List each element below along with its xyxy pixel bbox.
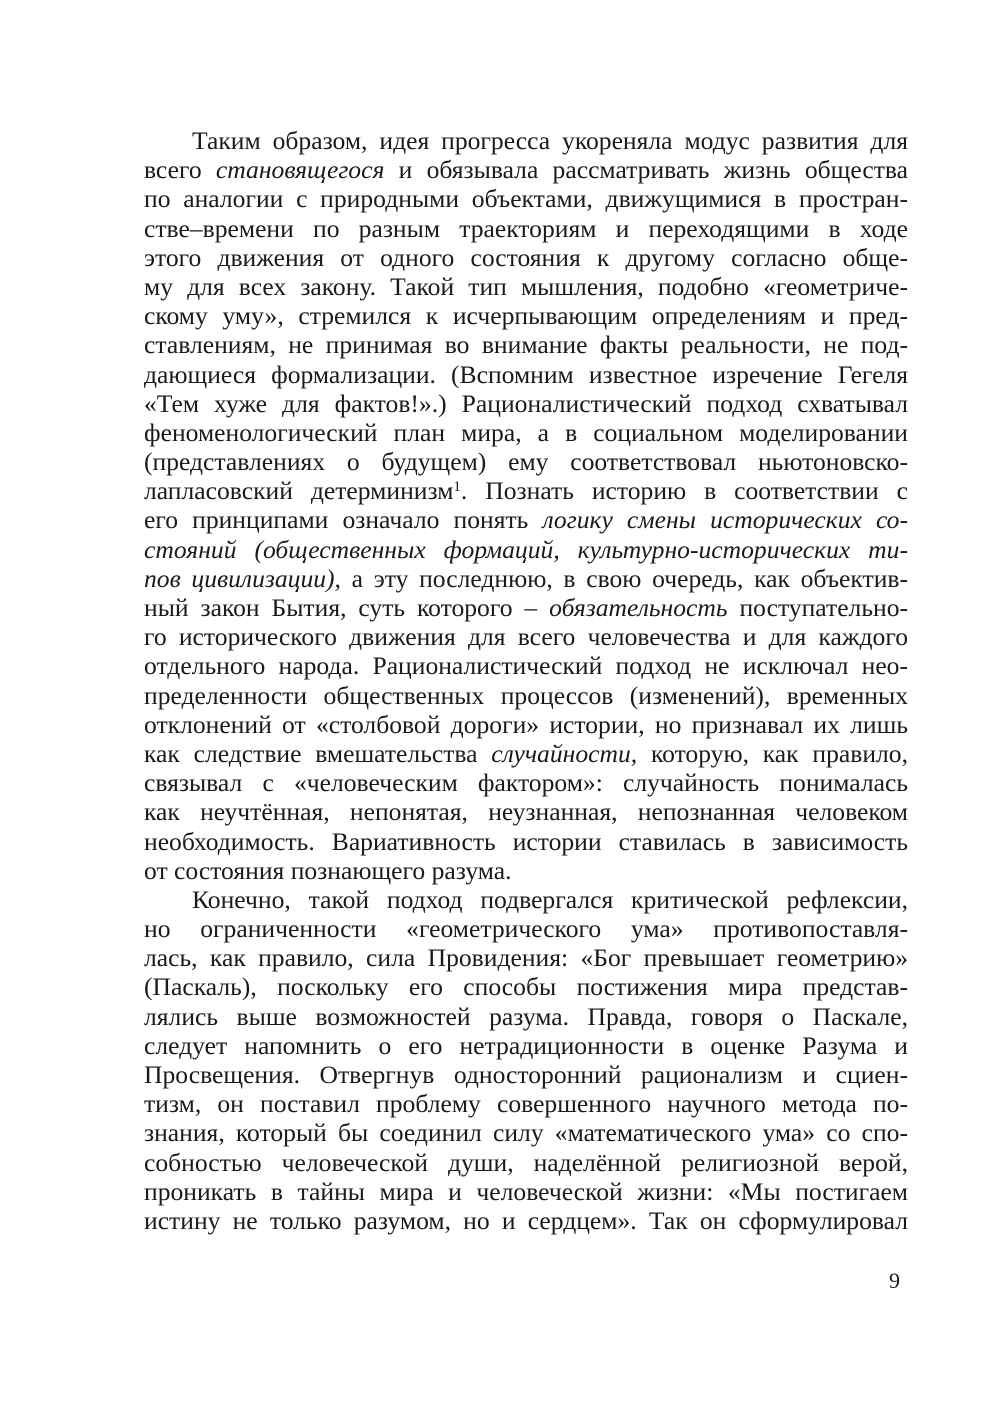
text-line: как неучтённая, непонятая, неузнанная, непознанная человеком xyxy=(144,797,908,827)
text-line: знания, который бы соединил силу «математического ума» со спо- xyxy=(144,1118,908,1148)
text-line: феноменологический план мира, а в социальном моделировании xyxy=(144,417,908,447)
text-line: дающиеся формализации. (Вспомним известное изречение Гегеля xyxy=(144,359,908,389)
text-line: отклонений от «столбовой дороги» истории, но признавал их лишь xyxy=(144,709,908,739)
text-line: го исторического движения для всего человечества и для каждого xyxy=(144,622,908,652)
text-line: проникать в тайны мира и человеческой жизни: «Мы постигаем xyxy=(144,1176,908,1206)
body-text xyxy=(144,126,908,1235)
page-number: 9 xyxy=(889,1268,900,1293)
text-line: скому уму», стремился к исчерпывающим определениям и пред- xyxy=(144,301,908,331)
text-line: истину не только разумом, но и сердцем». Так он сформулировал xyxy=(144,1205,908,1235)
footnote-marker[interactable]: 1 xyxy=(453,479,461,496)
text-line: отдельного народа. Рационалистический подход не исключал нео- xyxy=(144,651,908,681)
text-line: пределенности общественных процессов (изменений), временных xyxy=(144,680,908,710)
text-line: ставлениям, не принимая во внимание факты реальности, не под- xyxy=(144,330,908,360)
text-line: но ограниченности «геометрического ума» противопоставля- xyxy=(144,914,908,944)
text-line: собностью человеческой души, наделённой религиозной верой, xyxy=(144,1147,908,1177)
text-line: Конечно, такой подход подвергался критической рефлексии, xyxy=(192,884,908,914)
text-line: стояний (общественных формаций, культурно-исторических ти- xyxy=(144,534,908,564)
text-line: следует напомнить о его нетрадиционности в оценке Разума и xyxy=(144,1030,908,1060)
text-line: всего становящегося и обязывала рассматривать жизнь общества xyxy=(144,155,908,185)
text-line: тизм, он поставил проблему совершенного научного метода по- xyxy=(144,1089,908,1119)
text-line: «Тем хуже для фактов!».) Рационалистический подход схватывал xyxy=(144,388,908,418)
text-line: лапласовский детерминизм$^1$. Познать историю в соответствии с xyxy=(144,476,908,506)
text-line: (Паскаль), поскольку его способы постижения мира представ- xyxy=(144,972,908,1002)
text-line: этого движения от одного состояния к другому согласно обще- xyxy=(144,242,908,272)
text-line: (представлениях о будущем) ему соответствовал ньютоновско- xyxy=(144,447,908,477)
text-line: пов цивилизации), а эту последнюю, в свою очередь, как объектив- xyxy=(144,563,908,593)
text-line: Просвещения. Отвергнув односторонний рационализм и сциен- xyxy=(144,1060,908,1089)
text-line: его принципами означало понять логику смены исторических со- xyxy=(144,505,908,535)
text-line: от состояния познающего разума. xyxy=(144,855,512,885)
text-line: необходимость. Вариативность истории ставилась в зависимость xyxy=(144,826,908,856)
text-line: по аналогии с природными объектами, движущимися в простран- xyxy=(144,184,908,214)
text-line: как следствие вмешательства случайности, которую, как правило, xyxy=(144,738,908,768)
text-line: стве–времени по разным траекториям и переходящими в ходе xyxy=(144,213,908,243)
text-line: ный закон Бытия, суть которого – обязательность поступательно- xyxy=(144,593,908,622)
text-line: лялись выше возможностей разума. Правда, говоря о Паскале, xyxy=(144,1001,908,1031)
text-line: лась, как правило, сила Провидения: «Бог превышает геометрию» xyxy=(144,943,908,973)
text-line: связывал с «человеческим фактором»: случайность понималась xyxy=(144,768,908,798)
text-line: му для всех закону. Такой тип мышления, подобно «геометриче- xyxy=(144,271,908,301)
text-line: Таким образом, идея прогресса укореняла модус развития для xyxy=(192,126,908,155)
